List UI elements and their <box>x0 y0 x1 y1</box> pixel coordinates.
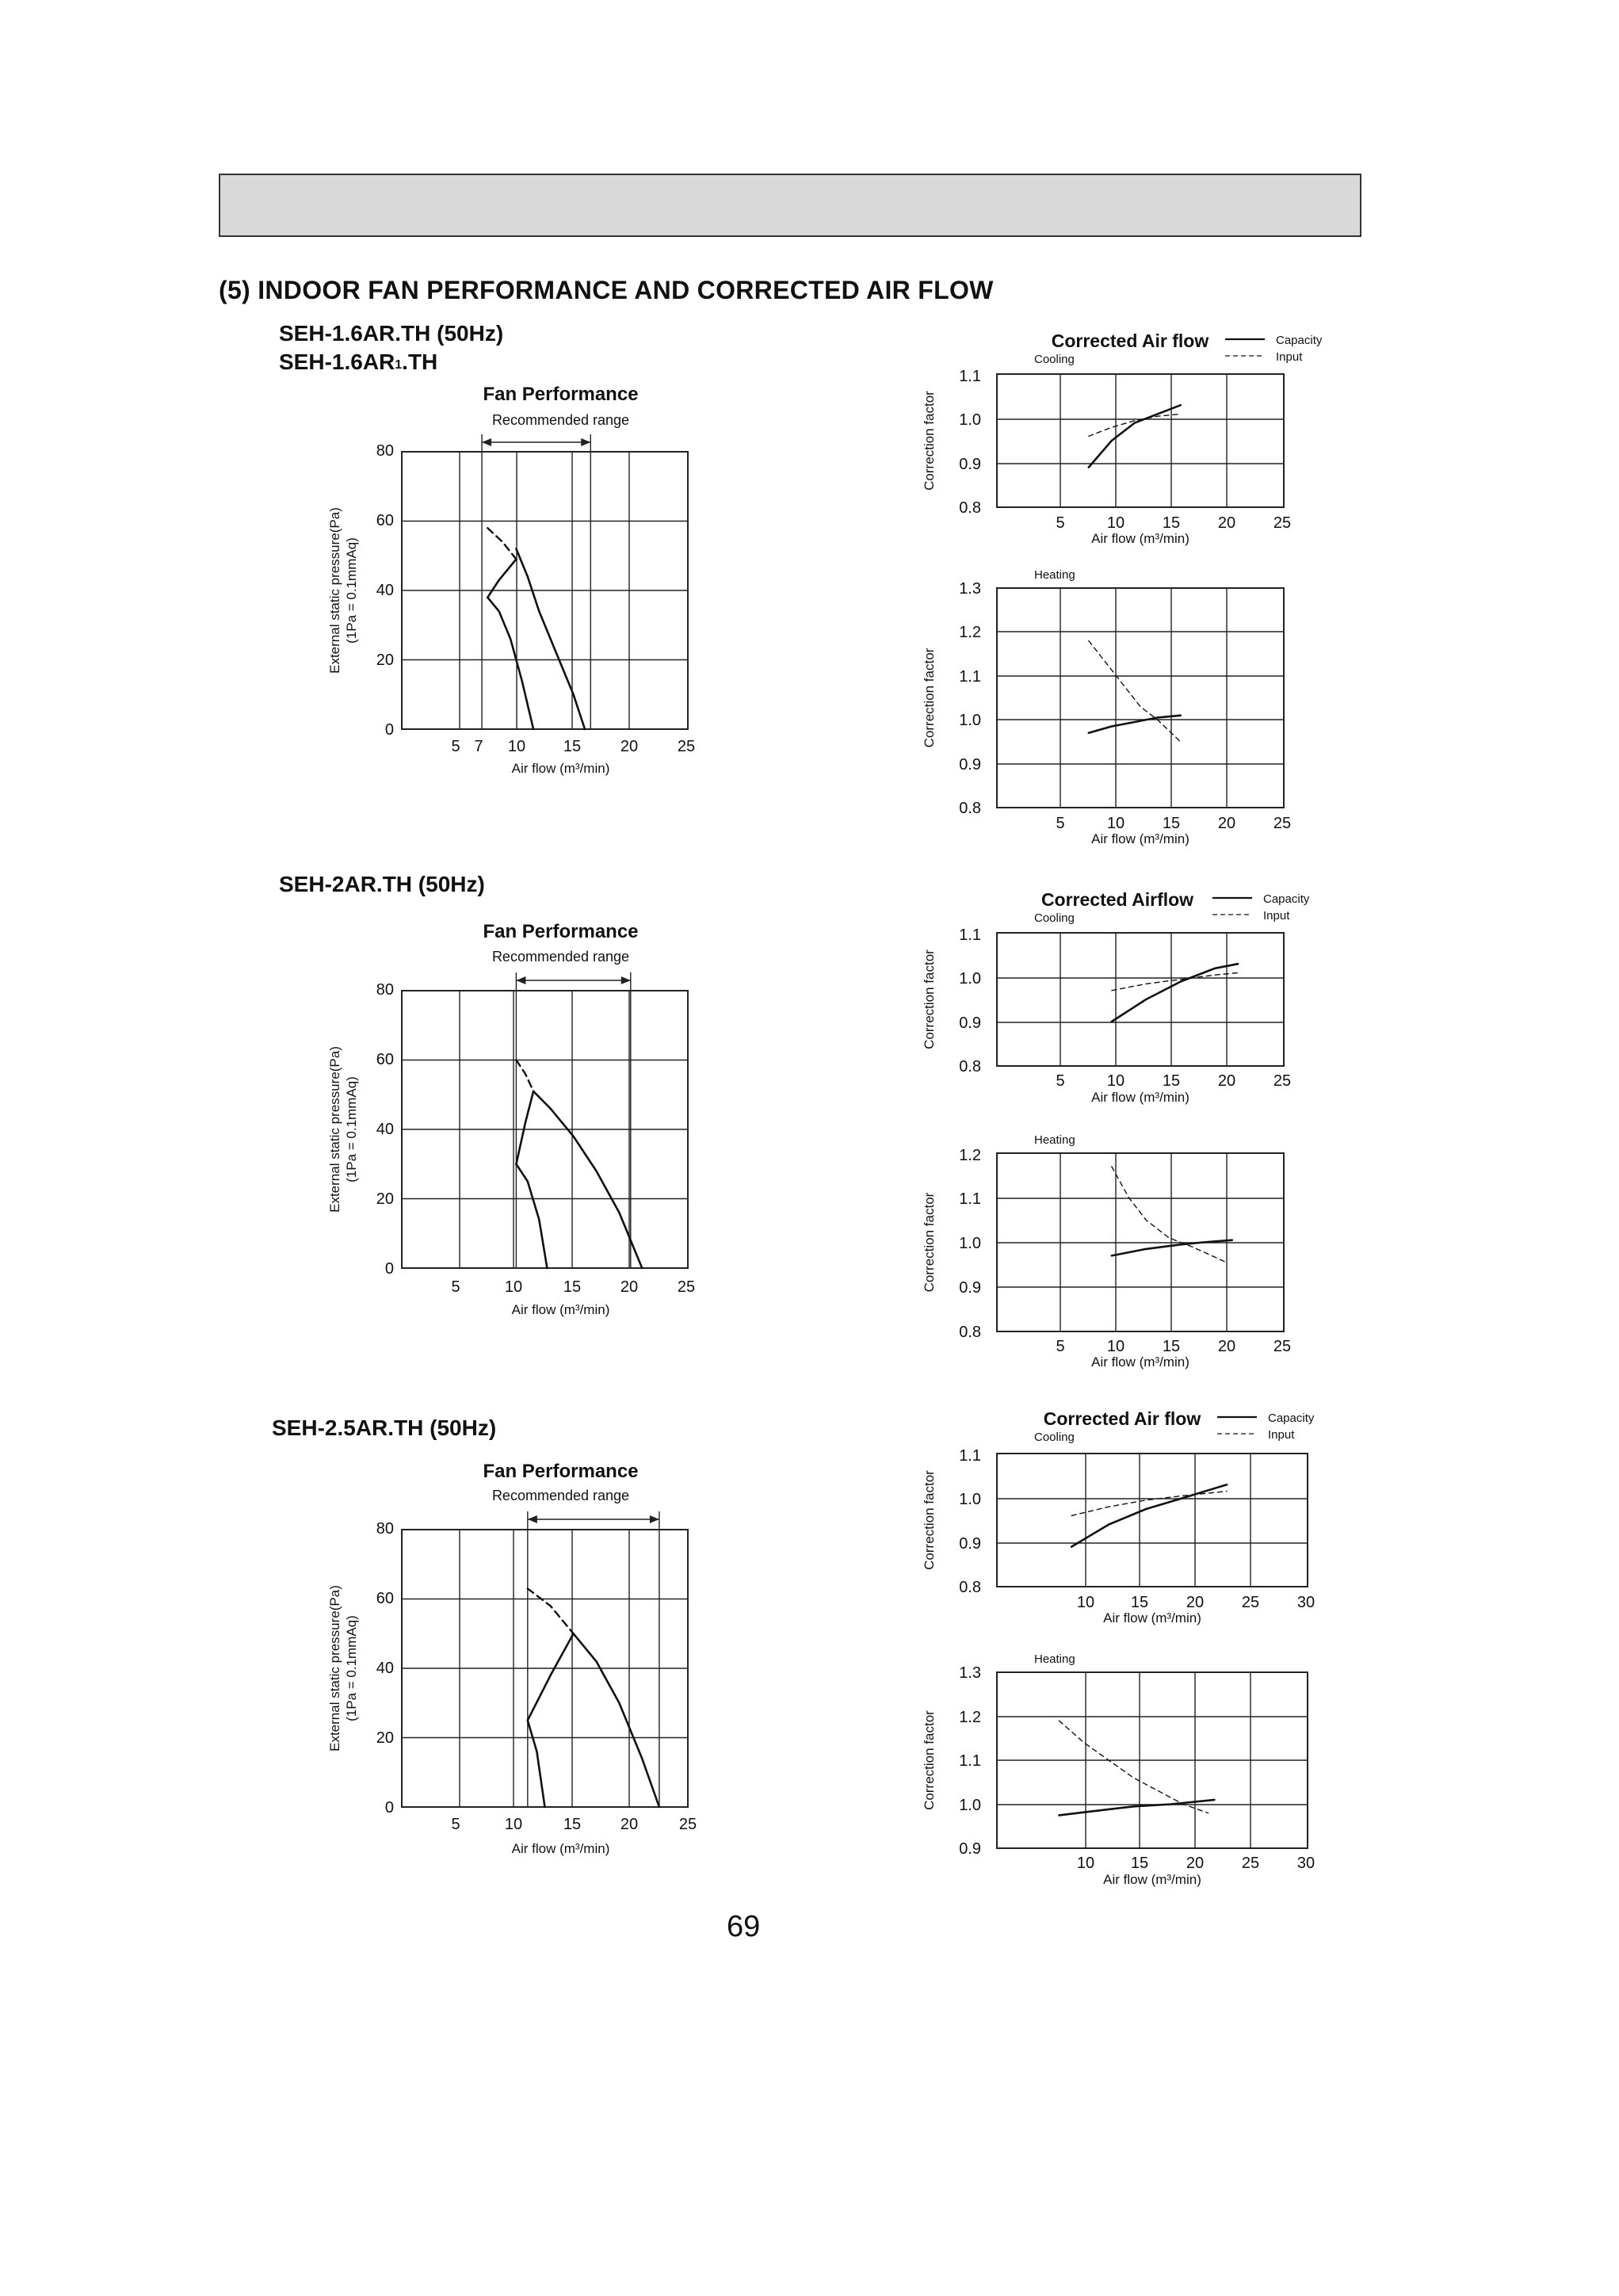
chart-fp2 <box>327 921 695 1317</box>
x-tick-label: 5 <box>451 1278 460 1296</box>
y-tick-label: 1.1 <box>959 1190 981 1208</box>
y-tick-label: 1.2 <box>959 624 981 641</box>
chart-c3c <box>922 1408 1315 1626</box>
x-tick-label: 10 <box>1106 514 1125 532</box>
series-line-input <box>1059 1721 1208 1813</box>
chart-subtitle: Cooling <box>1034 911 1075 925</box>
series-line-input <box>1089 414 1181 436</box>
y-tick-label: 60 <box>376 1590 394 1607</box>
y-axis-subtitle: (1Pa = 0.1mmAq) <box>344 537 359 644</box>
y-tick-label: 0 <box>384 1260 394 1278</box>
corrected-airflow-title: Corrected Air flow <box>1043 1408 1201 1429</box>
y-tick-label: 1.0 <box>959 712 981 729</box>
x-tick-label: 20 <box>620 1816 639 1833</box>
x-axis-title: Air flow (m³/min) <box>1091 1090 1189 1105</box>
series-line-max <box>574 1633 659 1807</box>
x-axis-title: Air flow (m³/min) <box>511 761 610 776</box>
x-tick-label: 5 <box>1056 1072 1065 1090</box>
x-tick-label: 5 <box>1056 1338 1065 1355</box>
x-tick-label: 25 <box>677 738 696 755</box>
x-tick-label: 15 <box>1130 1594 1149 1611</box>
y-tick-label: 0.8 <box>959 499 981 517</box>
range-arrowhead-left <box>528 1515 537 1523</box>
y-axis-title: Correction factor <box>922 1470 937 1570</box>
recommended-range-label: Recommended range <box>491 949 630 965</box>
y-tick-label: 80 <box>376 442 394 460</box>
section-title: (5) INDOOR FAN PERFORMANCE AND CORRECTED AIR FLOW <box>219 276 994 304</box>
series-line-min <box>528 1721 545 1807</box>
corrected-airflow-title: Corrected Air flow <box>1051 330 1209 351</box>
x-axis-title: Air flow (m³/min) <box>1091 831 1189 846</box>
y-tick-label: 1.1 <box>959 1447 981 1465</box>
series-line-min <box>516 1164 547 1268</box>
y-axis-subtitle: (1Pa = 0.1mmAq) <box>344 1076 359 1182</box>
series-line-upper <box>487 560 516 598</box>
y-tick-label: 0.8 <box>959 800 981 817</box>
x-axis-title: Air flow (m³/min) <box>511 1302 610 1317</box>
y-tick-label: 1.3 <box>959 1664 981 1682</box>
chart-subtitle: Heating <box>1034 568 1075 582</box>
y-tick-label: 0 <box>384 721 394 739</box>
x-tick-label: 25 <box>1273 514 1292 532</box>
y-tick-label: 80 <box>376 981 394 999</box>
y-tick-label: 20 <box>376 651 394 669</box>
series-line-min <box>487 598 533 729</box>
y-tick-label: 1.3 <box>959 580 981 598</box>
x-axis-title: Air flow (m³/min) <box>1091 531 1189 546</box>
y-tick-label: 1.1 <box>959 368 981 385</box>
x-tick-label: 10 <box>504 1278 523 1296</box>
x-tick-label: 15 <box>1130 1855 1149 1872</box>
x-tick-label: 20 <box>1217 1338 1236 1355</box>
chart-c1h <box>922 568 1291 846</box>
x-tick-label: 10 <box>1106 815 1125 832</box>
model-title-3: SEH-2.5AR.TH (50Hz) <box>272 1415 497 1440</box>
y-tick-label: 0 <box>384 1799 394 1817</box>
series-line-capacity <box>1089 716 1181 733</box>
y-tick-label: 1.1 <box>959 926 981 944</box>
x-tick-label: 10 <box>1106 1338 1125 1355</box>
y-axis-title: Correction factor <box>922 391 937 491</box>
y-tick-label: 80 <box>376 1520 394 1538</box>
x-tick-label: 5 <box>451 738 460 755</box>
recommended-range-label: Recommended range <box>491 1488 630 1503</box>
range-arrowhead-right <box>581 438 590 446</box>
x-axis-title: Air flow (m³/min) <box>1103 1610 1201 1626</box>
y-axis-title: Correction factor <box>922 949 937 1049</box>
y-tick-label: 0.8 <box>959 1579 981 1596</box>
legend-input-label: Input <box>1263 909 1290 923</box>
y-axis-title: Correction factor <box>922 1192 937 1293</box>
x-tick-label: 25 <box>677 1278 696 1296</box>
y-axis-title: External static pressure(Pa) <box>327 1046 342 1213</box>
legend-capacity-label: Capacity <box>1263 892 1310 906</box>
series-line-input <box>1112 972 1238 990</box>
recommended-range-label: Recommended range <box>491 412 630 428</box>
series-line-input <box>1071 1492 1227 1516</box>
chart-subtitle: Heating <box>1034 1652 1075 1666</box>
model-title-1b-tail: .TH <box>402 350 438 374</box>
y-tick-label: 1.2 <box>959 1147 981 1164</box>
y-tick-label: 0.9 <box>959 456 981 473</box>
x-tick-label: 15 <box>1162 1072 1181 1090</box>
x-tick-label: 20 <box>620 738 639 755</box>
series-line-max <box>533 1091 642 1268</box>
series-line-input <box>1089 641 1181 742</box>
series-line-limit <box>528 1588 574 1633</box>
series-line-input <box>1112 1167 1227 1263</box>
plot-frame <box>997 933 1284 1066</box>
model-title-1b-sub: 1 <box>395 358 403 372</box>
legend-input-label: Input <box>1276 350 1303 364</box>
y-tick-label: 0.9 <box>959 1535 981 1553</box>
y-tick-label: 1.0 <box>959 1491 981 1508</box>
x-tick-label: 20 <box>620 1278 639 1296</box>
y-axis-title: Correction factor <box>922 1710 937 1810</box>
x-tick-label: 5 <box>451 1816 460 1833</box>
y-axis-subtitle: (1Pa = 0.1mmAq) <box>344 1615 359 1721</box>
x-tick-label: 25 <box>1241 1594 1260 1611</box>
x-tick-label: 25 <box>1241 1855 1260 1872</box>
y-tick-label: 0.9 <box>959 756 981 774</box>
x-tick-label: 15 <box>1162 815 1181 832</box>
x-tick-label: 20 <box>1186 1594 1205 1611</box>
series-line-capacity <box>1089 405 1181 467</box>
fan-performance-title: Fan Performance <box>483 384 639 405</box>
y-tick-label: 0.8 <box>959 1324 981 1341</box>
x-axis-title: Air flow (m³/min) <box>511 1841 610 1856</box>
corrected-airflow-title: Corrected Airflow <box>1041 889 1194 910</box>
legend-capacity-label: Capacity <box>1276 334 1323 347</box>
y-tick-label: 20 <box>376 1190 394 1208</box>
chart-subtitle: Heating <box>1034 1133 1075 1147</box>
series-line-limit <box>487 528 516 559</box>
chart-subtitle: Cooling <box>1034 1431 1075 1444</box>
x-axis-title: Air flow (m³/min) <box>1091 1354 1189 1370</box>
chart-fp3 <box>327 1461 697 1856</box>
range-arrowhead-left <box>482 438 491 446</box>
chart-c2c <box>922 889 1310 1105</box>
y-tick-label: 40 <box>376 1121 394 1138</box>
plot-frame <box>997 588 1284 808</box>
y-tick-label: 0.9 <box>959 1014 981 1032</box>
x-tick-label: 20 <box>1217 1072 1236 1090</box>
series-line-upper <box>528 1633 574 1720</box>
x-tick-label: 15 <box>1162 1338 1181 1355</box>
y-tick-label: 1.0 <box>959 411 981 429</box>
x-tick-label: 20 <box>1186 1855 1205 1872</box>
model-title-1: SEH-1.6AR.TH (50Hz) <box>279 321 504 346</box>
page-number: 69 <box>727 1910 761 1943</box>
chart-c1c <box>922 330 1323 546</box>
x-tick-label: 10 <box>504 1816 523 1833</box>
y-tick-label: 1.1 <box>959 1752 981 1770</box>
plot-frame <box>997 1454 1308 1587</box>
y-axis-title: External static pressure(Pa) <box>327 1585 342 1752</box>
fan-performance-title: Fan Performance <box>483 921 639 942</box>
y-tick-label: 1.0 <box>959 1235 981 1252</box>
fan-performance-title: Fan Performance <box>483 1461 639 1482</box>
y-tick-label: 40 <box>376 582 394 599</box>
y-axis-title: External static pressure(Pa) <box>327 507 342 674</box>
legend-capacity-label: Capacity <box>1268 1412 1315 1425</box>
y-tick-label: 1.1 <box>959 668 981 686</box>
x-tick-label: 30 <box>1296 1594 1315 1611</box>
range-arrowhead-left <box>516 976 525 984</box>
x-tick-label: 15 <box>563 738 582 755</box>
x-tick-label: 15 <box>1162 514 1181 532</box>
x-tick-label: 10 <box>1076 1855 1095 1872</box>
x-tick-label: 25 <box>1273 815 1292 832</box>
y-tick-label: 1.0 <box>959 970 981 988</box>
y-tick-label: 20 <box>376 1729 394 1747</box>
range-arrowhead-right <box>621 976 631 984</box>
x-tick-label: 30 <box>1296 1855 1315 1872</box>
x-tick-label: 25 <box>1273 1072 1292 1090</box>
x-tick-label: 10 <box>1076 1594 1095 1611</box>
y-tick-label: 0.9 <box>959 1840 981 1858</box>
x-tick-label: 20 <box>1217 815 1236 832</box>
y-axis-title: Correction factor <box>922 648 937 748</box>
y-tick-label: 60 <box>376 512 394 529</box>
x-tick-label: 25 <box>1273 1338 1292 1355</box>
x-tick-label: 10 <box>507 738 526 755</box>
y-tick-label: 40 <box>376 1660 394 1677</box>
x-tick-label: 20 <box>1217 514 1236 532</box>
y-tick-label: 1.2 <box>959 1709 981 1726</box>
legend-input-label: Input <box>1268 1428 1295 1442</box>
x-tick-label: 15 <box>563 1816 582 1833</box>
chart-subtitle: Cooling <box>1034 353 1075 366</box>
plot-frame <box>997 374 1284 507</box>
x-axis-title: Air flow (m³/min) <box>1103 1872 1201 1887</box>
series-line-upper <box>516 1091 533 1164</box>
x-tick-label: 7 <box>474 738 483 755</box>
x-tick-label: 5 <box>1056 514 1065 532</box>
y-tick-label: 1.0 <box>959 1797 981 1814</box>
x-tick-label: 10 <box>1106 1072 1125 1090</box>
y-tick-label: 60 <box>376 1051 394 1068</box>
y-tick-label: 0.8 <box>959 1058 981 1075</box>
series-line-limit <box>516 1060 533 1091</box>
chart-c2h <box>922 1133 1291 1370</box>
range-arrowhead-right <box>650 1515 659 1523</box>
y-tick-label: 0.9 <box>959 1279 981 1297</box>
x-tick-label: 15 <box>563 1278 582 1296</box>
chart-c3h <box>922 1652 1315 1887</box>
model-title-2: SEH-2AR.TH (50Hz) <box>279 872 485 896</box>
x-tick-label: 5 <box>1056 815 1065 832</box>
model-title-1b-main: SEH-1.6AR <box>279 350 395 374</box>
series-line-capacity <box>1112 964 1238 1022</box>
chart-fp1 <box>327 384 695 776</box>
x-tick-label: 25 <box>678 1816 697 1833</box>
